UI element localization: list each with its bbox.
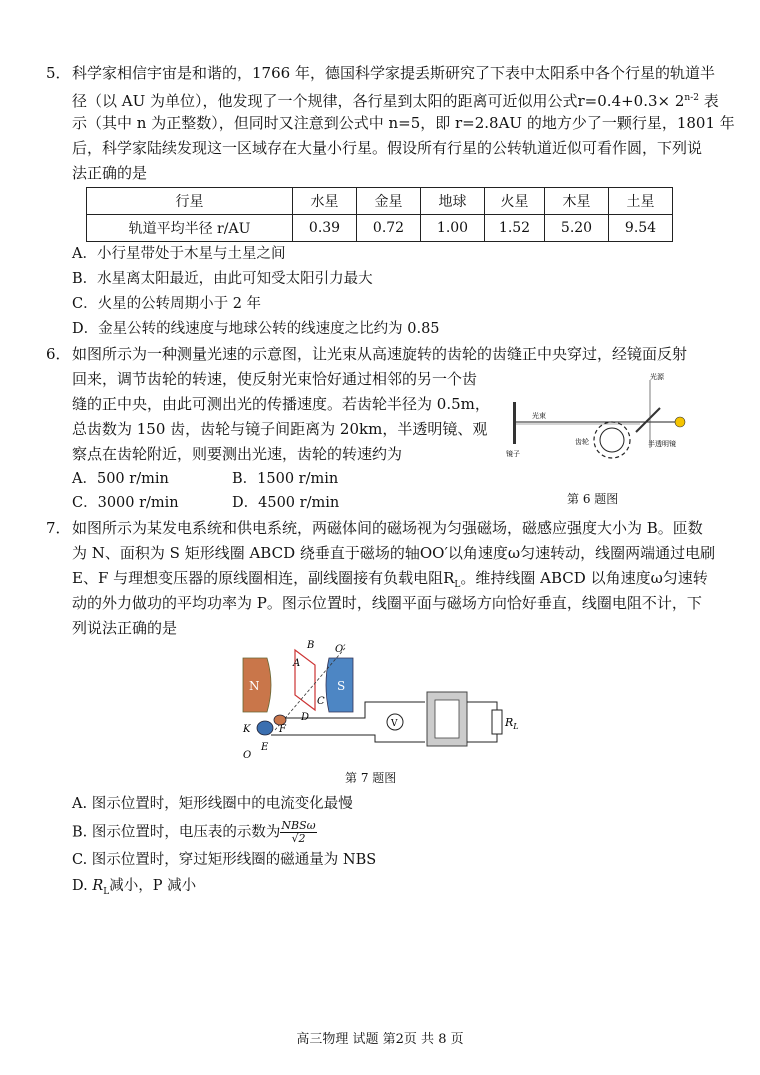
magnet-label: N bbox=[249, 679, 260, 693]
question-text-line: 察点在齿轮附近，则要测出光速，齿轮的转速约为 bbox=[72, 445, 403, 463]
table-cell: 0.39 bbox=[293, 215, 357, 242]
table-cell: 轨道平均半径 r/AU bbox=[87, 215, 293, 242]
option-d[interactable]: D．4500 r/min bbox=[232, 495, 340, 511]
resistor bbox=[492, 710, 502, 734]
question-text-line: 列说法正确的是 bbox=[72, 619, 178, 637]
option-d[interactable]: D．金星公转的线速度与地球公转的线速度之比约为 0.85 bbox=[72, 321, 440, 337]
question-text-line: 缝的正中央，由此可测出光的传播速度。若齿轮半径为 0.5m， bbox=[72, 395, 490, 413]
resistor-label: $R_L$ bbox=[505, 716, 519, 731]
formula-exponent: n-2 bbox=[684, 93, 699, 103]
figure-label: 齿轮 bbox=[575, 438, 589, 446]
label-k: K bbox=[243, 724, 251, 735]
figure-caption: 第 6 题图 bbox=[567, 492, 619, 506]
question-number: 7． bbox=[46, 519, 71, 537]
question-text-line: 如图所示为一种测量光速的示意图，让光束从高速旋转的齿轮的齿缝正中央穿过，经镜面反射 bbox=[72, 345, 688, 363]
fraction: $\frac{\text{NBSω}}{√2}$ bbox=[281, 819, 316, 845]
question-text-line: 为 N、面积为 S 矩形线圈 ABCD 绕垂直于磁场的轴OO′以角速度ω匀速转动，线圈两端通过电刷 bbox=[72, 544, 716, 562]
table-row bbox=[87, 215, 673, 242]
mirror bbox=[513, 402, 516, 444]
question-text-line: 回来，调节齿轮的转速，使反射光束恰好通过相邻的另一个齿 bbox=[72, 370, 478, 388]
planet-orbit-table bbox=[86, 187, 673, 242]
table-cell: 水星 bbox=[293, 188, 357, 215]
generator-circuit-figure bbox=[235, 640, 525, 760]
figure-label: 光源 bbox=[650, 373, 664, 381]
question-text-line: 径（以 AU 为单位），他发现了一个规律，各行星到太阳的距离可近似用公式$r=0.4+0.3\times 2^{n-2}$ 表 bbox=[72, 92, 719, 110]
formula: r=0.4+0.3× 2 bbox=[577, 92, 685, 110]
question-text-line: 示（其中 n 为正整数），但同时又注意到公式中 n=5，即 r=2.8AU 的地方少了一颗行星，1801 年 bbox=[72, 114, 735, 132]
table-cell: 5.20 bbox=[545, 215, 609, 242]
magnet-label: S bbox=[337, 679, 346, 693]
brush-label: F bbox=[279, 724, 286, 735]
coil-label: D bbox=[301, 712, 310, 723]
figure-label: 光束 bbox=[532, 412, 546, 420]
half-mirror bbox=[636, 408, 660, 432]
figure-label: 半透明镜 bbox=[648, 440, 676, 448]
option-b[interactable]: B．1500 r/min bbox=[232, 471, 339, 487]
question-number: 6． bbox=[46, 345, 71, 363]
question-number: 5． bbox=[46, 64, 71, 82]
light-speed-figure bbox=[500, 370, 700, 485]
axis-label: O′ bbox=[335, 644, 346, 655]
option-a[interactable]: A. 图示位置时，矩形线圈中的电流变化最慢 bbox=[72, 796, 353, 812]
option-b[interactable]: B．水星离太阳最近，由此可知受太阳引力最大 bbox=[72, 271, 373, 287]
option-b[interactable]: B. 图示位置时，电压表的示数为 $\frac{\text{NBSω}}{√2}$ bbox=[72, 819, 316, 845]
coil-label: B bbox=[307, 640, 315, 651]
figure-label: 镜子 bbox=[506, 450, 520, 458]
table-cell: 土星 bbox=[609, 188, 673, 215]
question-text-line: E、F 与理想变压器的原线圈相连，副线圈接有负载电阻$R_L$。维持线圈 ABCD 以角速度ω匀速转 bbox=[72, 569, 708, 590]
option-c[interactable]: C．3000 r/min bbox=[72, 495, 179, 511]
table-cell: 9.54 bbox=[609, 215, 673, 242]
option-a[interactable]: A．小行星带处于木星与土星之间 bbox=[72, 246, 286, 262]
voltmeter-label: V bbox=[391, 719, 398, 729]
wire bbox=[271, 735, 425, 742]
question-text-line: 如图所示为某发电系统和供电系统，两磁体间的磁场视为匀强磁场，磁感应强度大小为 B。匝数 bbox=[72, 519, 703, 537]
page-footer: 高三物理 试题 第2页 共 8 页 bbox=[296, 1032, 464, 1047]
brush-label: E bbox=[261, 742, 269, 753]
gear bbox=[594, 422, 630, 458]
figure-caption: 第 7 题图 bbox=[345, 771, 397, 785]
option-d[interactable]: D. $R_L$减小，P 减小 bbox=[72, 878, 197, 897]
question-text-line: 科学家相信宇宙是和谐的，1766 年，德国科学家提丢斯研究了下表中太阳系中各个行星的轨道半 bbox=[72, 64, 715, 82]
coil-label: A bbox=[293, 658, 301, 669]
coil-label: C bbox=[317, 696, 325, 707]
slip-ring bbox=[257, 721, 273, 735]
table-row bbox=[87, 188, 673, 215]
observer-eye-icon bbox=[675, 417, 685, 427]
table-cell: 地球 bbox=[421, 188, 485, 215]
table-cell: 1.52 bbox=[485, 215, 545, 242]
table-cell: 行星 bbox=[87, 188, 293, 215]
table-cell: 1.00 bbox=[421, 215, 485, 242]
table-cell: 0.72 bbox=[357, 215, 421, 242]
table-cell: 火星 bbox=[485, 188, 545, 215]
question-text-line: 总齿数为 150 齿，齿轮与镜子间距离为 20km，半透明镜、观 bbox=[72, 420, 488, 438]
table-cell: 金星 bbox=[357, 188, 421, 215]
question-text-line: 法正确的是 bbox=[72, 164, 148, 182]
option-c[interactable]: C．火星的公转周期小于 2 年 bbox=[72, 296, 262, 312]
question-text-line: 动的外力做功的平均功率为 P。图示位置时，线圈平面与磁场方向恰好垂直，线圈电阻不计，下 bbox=[72, 594, 702, 612]
axis-label: O bbox=[243, 750, 252, 760]
table-cell: 木星 bbox=[545, 188, 609, 215]
option-c[interactable]: C. 图示位置时，穿过矩形线圈的磁通量为 NBS bbox=[72, 852, 377, 868]
option-a[interactable]: A．500 r/min bbox=[72, 471, 169, 487]
question-text-line: 后，科学家陆续发现这一区域存在大量小行星。假设所有行星的公转轨道近似可看作圆，下列说 bbox=[72, 139, 703, 157]
